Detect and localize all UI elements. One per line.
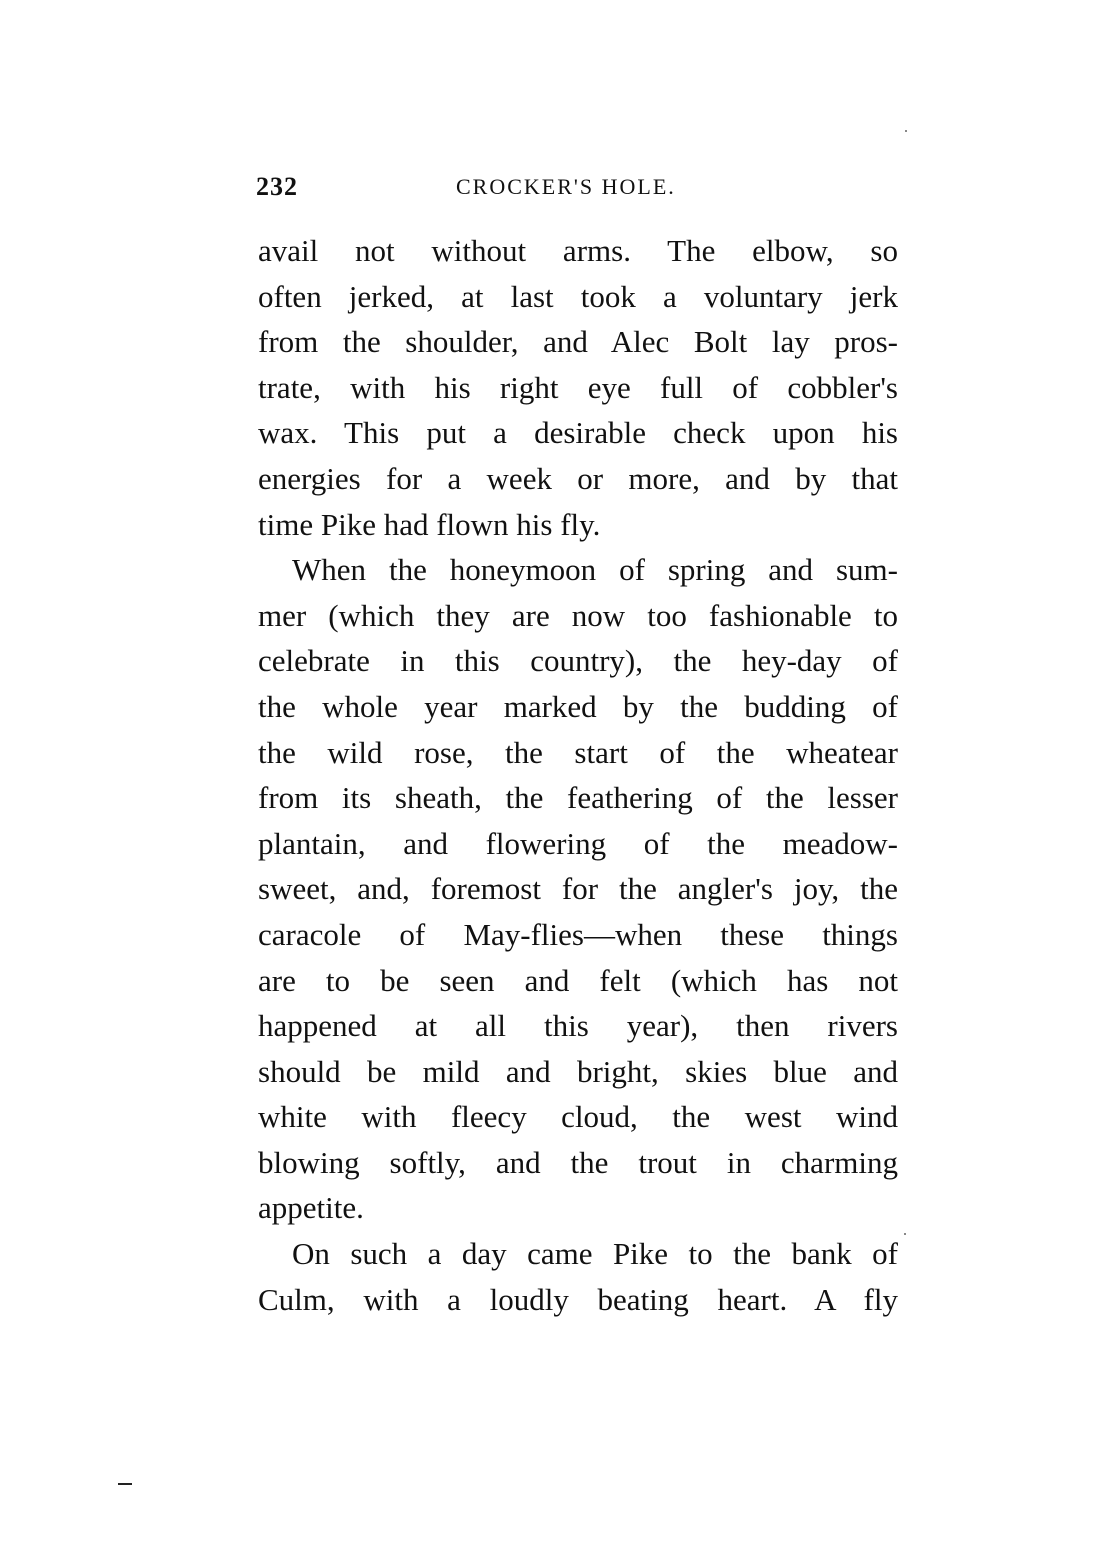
text-line: white with fleecy cloud, the west wind xyxy=(258,1099,898,1135)
page-number: 232 xyxy=(256,172,298,201)
text-line: mer (which they are now too fashionable to xyxy=(258,597,898,633)
text-line: Culm, with a loudly beating heart. A fly xyxy=(258,1281,898,1317)
text-line: from the shoulder, and Alec Bolt lay pros- xyxy=(258,324,898,360)
text-line: happened at all this year), then rivers xyxy=(258,1008,898,1044)
text-line: plantain, and flowering of the meadow- xyxy=(258,825,898,861)
body-text xyxy=(258,228,898,1322)
text-line: often jerked, at last took a voluntary jerk xyxy=(258,278,898,314)
text-line: time Pike had flown his fly. xyxy=(258,506,601,542)
text-line: appetite. xyxy=(258,1190,364,1226)
text-line: caracole of May-flies—when these things xyxy=(258,916,898,952)
text-line: blowing softly, and the trout in charming xyxy=(258,1144,898,1180)
paragraph-first-line: When the honeymoon of spring and sum- xyxy=(292,552,898,588)
text-line: trate, with his right eye full of cobbler's xyxy=(258,369,898,405)
text-line: the wild rose, the start of the wheatear xyxy=(258,734,898,770)
text-line: energies for a week or more, and by that xyxy=(258,460,898,496)
text-line: from its sheath, the feathering of the lesser xyxy=(258,780,898,816)
page-header xyxy=(256,172,898,208)
text-line: the whole year marked by the budding of xyxy=(258,688,898,724)
running-head: CROCKER'S HOLE. xyxy=(456,174,676,199)
text-line: are to be seen and felt (which has not xyxy=(258,962,898,998)
scan-speck xyxy=(904,1233,906,1235)
scan-speck xyxy=(905,130,907,132)
text-line: avail not without arms. The elbow, so xyxy=(258,233,898,268)
text-line: sweet, and, foremost for the angler's joy, the xyxy=(258,871,898,907)
paragraph-first-line: On such a day came Pike to the bank of xyxy=(292,1236,898,1272)
text-line: should be mild and bright, skies blue and xyxy=(258,1053,898,1089)
text-line: celebrate in this country), the hey-day of xyxy=(258,643,898,679)
margin-mark xyxy=(118,1483,132,1485)
text-line: wax. This put a desirable check upon his xyxy=(258,415,898,451)
